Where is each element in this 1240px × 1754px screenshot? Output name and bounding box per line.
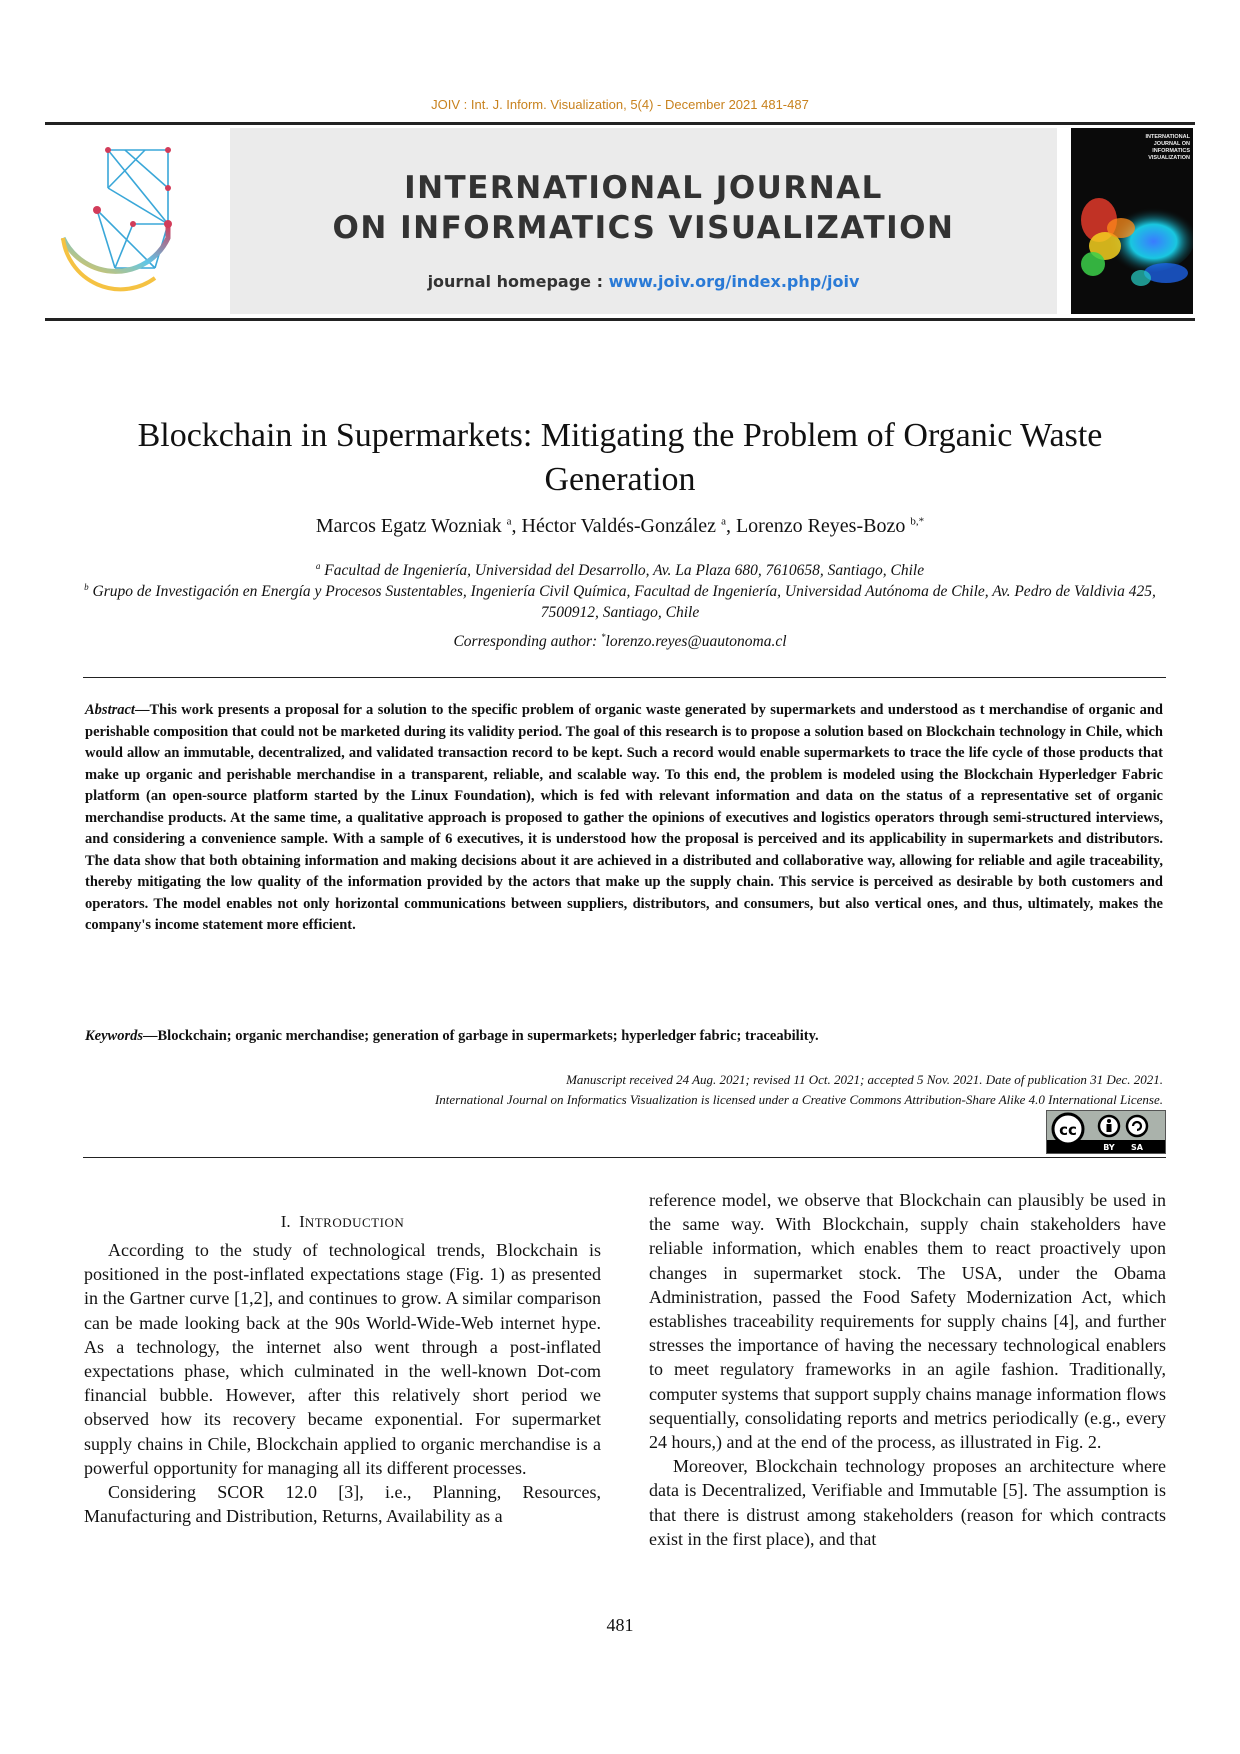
body-column-left [84,1238,601,1528]
affiliation-text: Grupo de Investigación en Energía y Procesos Sustentables, Ingeniería Civil Química, Facultad de Ingeniería, Universidad Autónoma de Chile, Av. Pedro de Valdivia 425, 7500912, Santiago, Chile [88,583,1156,622]
author-name: Marcos Egatz Wozniak [315,515,502,537]
cc-sa-label: SA [1131,1143,1143,1152]
affiliation-mark: b [84,582,89,592]
body-column-right [649,1188,1166,1551]
abstract-bottom-rule [83,1157,1166,1158]
cover-text-line: JOURNAL ON [1153,141,1190,147]
affiliation-b [80,577,1160,623]
keywords-text: Blockchain; organic merchandise; generation of garbage in supermarkets; hyperledger fabric; traceability. [157,1028,819,1044]
cc-by-label: BY [1103,1143,1115,1152]
abstract-dash: — [134,702,150,718]
banner-bottom-rule [45,318,1195,321]
corresponding-email[interactable]: lorenzo.reyes@uautonoma.cl [605,633,787,651]
cover-text-line: INFORMATICS [1152,148,1190,154]
journal-logo-icon [45,128,225,314]
running-header: JOIV : Int. J. Inform. Visualization, 5(4) - December 2021 481-487 [431,97,809,112]
affiliation-text: Facultad de Ingeniería, Universidad del Desarrollo, Av. La Plaza 680, 7610658, Santiago, Chile [320,562,925,580]
author-affiliation-mark: b,* [910,515,925,528]
journal-name-line1: INTERNATIONAL JOURNAL [404,170,883,206]
author-name: Héctor Valdés-González [521,515,717,537]
journal-logo [45,128,225,314]
affiliation-mark: a [315,561,321,571]
author-affiliation-mark: a [721,515,726,528]
manuscript-dates: Manuscript received 24 Aug. 2021; revised 11 Oct. 2021; accepted 5 Nov. 2021. Date of publication 31 Dec. 2021. [566,1072,1163,1087]
corresponding-mark: * [601,632,606,642]
keywords [85,1028,1163,1045]
svg-text:cc: cc [1059,1121,1077,1139]
author-list: Marcos Egatz Wozniak $^a$, Héctor Valdés-González $^a$, Lorenzo Reyes-Bozo $^{b,*}$ [315,515,925,537]
body-paragraph: According to the study of technological trends, Blockchain is positioned in the post-inflated expectations stage (Fig. 1) as presented in the Gartner curve [1,2], and continues to grow. A similar comparison can be made looking back at the 90s World-Wide-Web internet hype. As a technology, the internet also went through a post-inflated expectations phase, which culminated in the well-known Dot-com financial bubble. However, after this relatively short period we observed how its recovery became exponential. For supermarket supply chains in Chile, Blockchain applied to organic merchandise is a powerful opportunity for managing all its different processes. [84,1240,601,1478]
abstract-label: Abstract [85,702,135,718]
section-heading-introduction [84,1212,601,1232]
cover-journal-title [1118,134,1190,162]
section-title-initial: I [299,1212,305,1231]
paper-title: Blockchain in Supermarkets: Mitigating the Problem of Organic Waste Generation [137,417,1103,498]
cover-text-line: INTERNATIONAL [1145,134,1190,140]
corresponding-label: Corresponding author: [453,633,602,651]
author-affiliation-mark: a [506,515,512,528]
body-paragraph: reference model, we observe that Blockchain can plausibly be used in the same way. With Blockchain, supply chain stakeholders have reliable information, which enables them to react proactively upon changes in supermarket stock. The USA, under the Obama Administration, passed the Food Safety Modernization Act, which establishes traceability requirements for supply chains [4], and further stresses the importance of having the necessary technological enablers to meet regulatory frameworks in an agile fashion. Traditionally, computer systems that support supply chains manage information flows sequentially, consolidating reports and metrics periodically (e.g., every 24 hours,) and at the end of the process, as illustrated in Fig. 2. [649,1190,1166,1453]
creative-commons-icon [1047,1111,1165,1153]
cover-text-line: VISUALIZATION [1148,155,1190,161]
body-paragraph: Considering SCOR 12.0 [3], i.e., Planning, Resources, Manufacturing and Distribution, Returns, Availability as a [84,1482,601,1527]
abstract-top-rule [83,677,1166,678]
banner-top-rule [45,122,1195,125]
keywords-dash: — [143,1028,158,1044]
section-title-rest: NTRODUCTION [304,1215,405,1230]
section-number: I. [280,1212,291,1231]
body-paragraph: Moreover, Blockchain technology proposes an architecture where data is Decentralized, Verifiable and Immutable [5]. The assumption is that there is distrust among stakeholders (reason for which contracts exist in the first place), and that [649,1456,1166,1549]
cc-license-badge[interactable] [1046,1110,1166,1154]
abstract-text: This work presents a proposal for a solution to the specific problem of organic waste generated by supermarkets and understood as t merchandise of organic and perishable composition that could not be marketed during its validity period. The goal of this research is to propose a solution based on Blockchain technology in Chile, which would allow an immutable, decentralized, and validated transaction record to be kept. Such a record would enable supermarkets to trace the life cycle of those products that make up organic and perishable merchandise in a transparent, reliable, and scalable way. To this end, the problem is modeled using the Blockchain Hyperledger Fabric platform (an open-source platform started by the Linux Foundation), which is fed with relevant information and data on the status of a representative set of organic merchandise products. At the same time, a qualitative approach is proposed to gather the opinions of executives and logistics operators through semi-structured interviews, and considering a convenience sample. With a sample of 6 executives, it is understood how the proposal is perceived and its applicability in supermarkets and distributors. The data show that both obtaining information and making decisions about it are achieved in a distributed and collaborative way, allowing for reliable and agile traceability, thereby mitigating the low quality of the information provided by the actors that make up the supply chain. This service is perceived as desirable by both customers and operators. The model enables not only horizontal communications between suppliers, distributors, and consumers, but also vertical ones, and thus, ultimately, makes the company's income statement more efficient. [85,702,1163,933]
author-name: Lorenzo Reyes-Bozo [735,515,906,537]
homepage-url-link[interactable]: www.joiv.org/index.php/joiv [608,272,860,291]
abstract [85,700,1163,937]
journal-homepage [230,272,1057,291]
keywords-label: Keywords [85,1028,143,1044]
license-statement: International Journal on Informatics Visualization is licensed under a Creative Commons Attribution-Share Alike 4.0 International License. [434,1092,1163,1107]
corresponding-author [80,627,1160,652]
homepage-label: journal homepage : [427,272,603,291]
journal-name-line2: ON INFORMATICS VISUALIZATION [332,210,955,246]
page-number: 481 [606,1615,634,1635]
